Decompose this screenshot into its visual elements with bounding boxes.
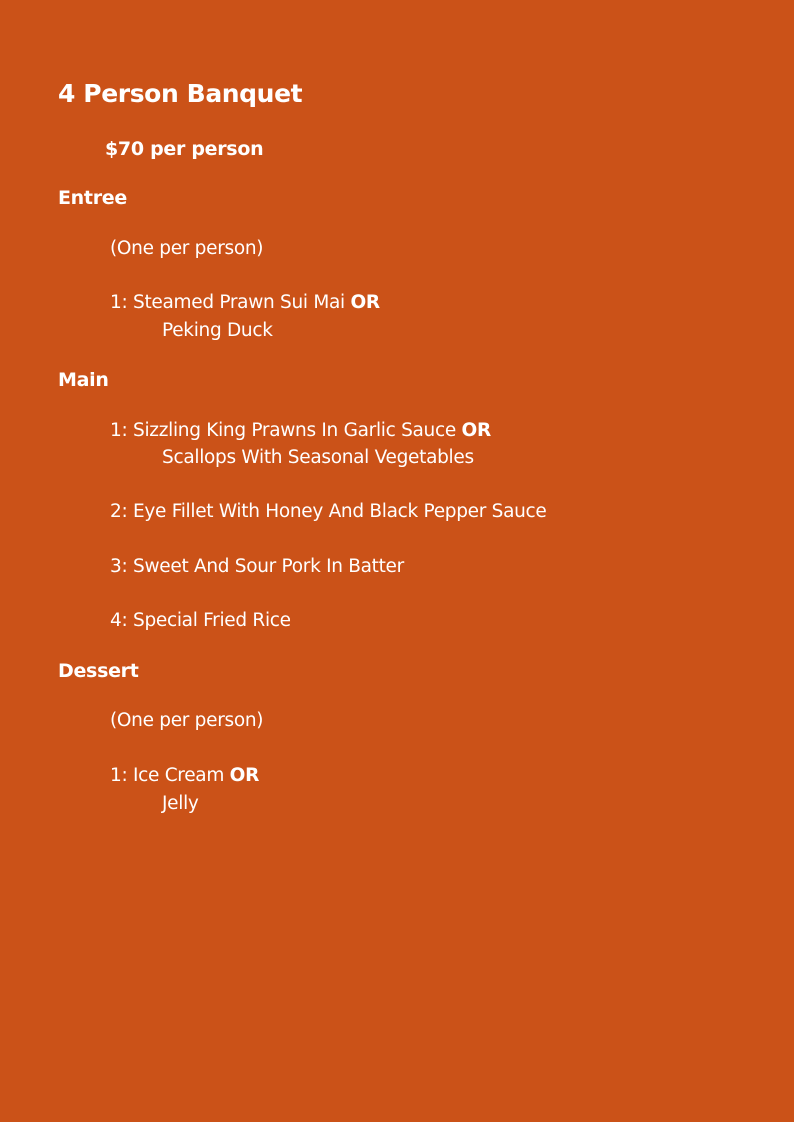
entree-note: (One per person) [110, 238, 264, 259]
entree-item-1-alternative: Peking Duck [162, 320, 273, 341]
banquet-title: 4 Person Banquet [58, 79, 303, 108]
entree-item-1 [110, 292, 380, 313]
dessert-heading: Dessert [58, 660, 139, 682]
or-label: OR [350, 292, 380, 313]
item-number: 1: [110, 420, 128, 441]
banquet-price: $70 per person [105, 138, 264, 160]
main-item-1 [110, 420, 491, 441]
dessert-note: (One per person) [110, 710, 264, 731]
main-heading: Main [58, 369, 109, 391]
item-number: 3: [110, 556, 128, 577]
item-text: Special Fried Rice [133, 610, 291, 631]
item-text: Steamed Prawn Sui Mai [133, 292, 345, 313]
item-number: 1: [110, 292, 128, 313]
dessert-item-1 [110, 765, 259, 786]
or-label: OR [461, 420, 491, 441]
item-number: 4: [110, 610, 128, 631]
item-text: Sweet And Sour Pork In Batter [133, 556, 404, 577]
dessert-item-1-alternative: Jelly [162, 793, 199, 814]
or-label: OR [229, 765, 260, 786]
item-text: Ice Cream [133, 765, 225, 786]
main-item-1-alternative: Scallops With Seasonal Vegetables [162, 447, 474, 468]
main-item-3 [110, 556, 404, 577]
main-item-2 [110, 501, 547, 522]
item-text: Sizzling King Prawns In Garlic Sauce [133, 420, 456, 441]
item-number: 1: [110, 765, 128, 786]
item-text: Eye Fillet With Honey And Black Pepper Sauce [133, 501, 547, 522]
main-item-4 [110, 610, 291, 631]
item-number: 2: [110, 501, 128, 522]
entree-heading: Entree [58, 187, 127, 209]
